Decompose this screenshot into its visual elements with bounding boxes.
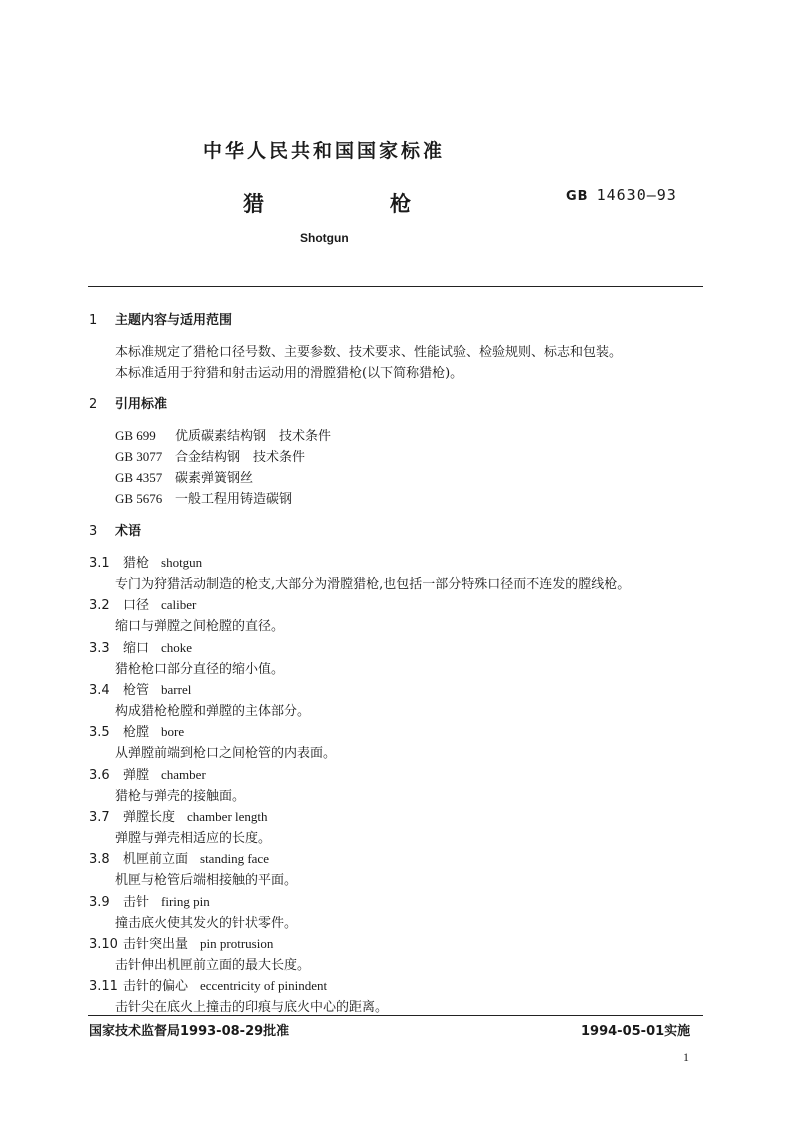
term-entry bbox=[89, 806, 268, 825]
term-definition: 撞击底火使其发火的针状零件。 bbox=[115, 916, 298, 931]
section-1-heading bbox=[89, 309, 232, 328]
standard-code bbox=[566, 186, 677, 204]
term-definition: 专门为狩猎活动制造的枪支,大部分为滑膛猎枪,也包括一部分特殊口径而不连发的膛线枪。 bbox=[115, 577, 631, 592]
term-chinese: 弹膛 bbox=[123, 768, 150, 783]
term-entry bbox=[89, 764, 206, 783]
section-title: 主题内容与适用范围 bbox=[115, 313, 233, 328]
term-definition: 击针伸出机匣前立面的最大长度。 bbox=[115, 958, 311, 973]
section-1-paragraph: 本标准适用于狩猎和射击运动用的滑膛猎枪(以下简称猎枪)。 bbox=[115, 366, 464, 381]
term-definition: 机匣与枪管后端相接触的平面。 bbox=[115, 873, 298, 888]
section-3-heading bbox=[89, 520, 141, 539]
code-number: 14630—93 bbox=[596, 186, 677, 204]
term-definition: 缩口与弹膛之间枪膛的直径。 bbox=[115, 619, 285, 634]
code-prefix: GB bbox=[566, 189, 589, 204]
term-entry bbox=[89, 637, 192, 656]
effective-date: 1994-05-01实施 bbox=[581, 1024, 691, 1039]
term-chinese: 击针的偏心 bbox=[123, 979, 189, 994]
english-subtitle: Shotgun bbox=[300, 231, 349, 245]
section-number: 3 bbox=[89, 524, 98, 539]
term-number: 3.8 bbox=[89, 852, 110, 867]
reference-item bbox=[115, 467, 253, 486]
term-number: 3.2 bbox=[89, 598, 110, 613]
footer-rule bbox=[88, 1015, 703, 1016]
reference-title: 优质碳素结构钢 技术条件 bbox=[175, 429, 332, 444]
term-chinese: 击针突出量 bbox=[123, 937, 189, 952]
section-2-heading bbox=[89, 393, 167, 412]
term-english: pin protrusion bbox=[200, 936, 274, 951]
term-definition: 弹膛与弹壳相适应的长度。 bbox=[115, 831, 272, 846]
term-number: 3.4 bbox=[89, 683, 110, 698]
term-chinese: 弹膛长度 bbox=[123, 810, 176, 825]
term-number: 3.9 bbox=[89, 895, 110, 910]
term-chinese: 击针 bbox=[123, 895, 150, 910]
term-definition: 猎枪与弹壳的接触面。 bbox=[115, 789, 246, 804]
term-english: firing pin bbox=[161, 894, 210, 909]
term-entry bbox=[89, 679, 191, 698]
term-entry bbox=[89, 933, 273, 952]
national-standard-heading: 中华人民共和国国家标准 bbox=[203, 140, 446, 162]
term-chinese: 枪膛 bbox=[123, 725, 150, 740]
reference-code: GB 5676 bbox=[115, 491, 163, 506]
page-number: 1 bbox=[683, 1050, 689, 1064]
term-english: chamber length bbox=[187, 809, 268, 824]
term-english: choke bbox=[161, 640, 193, 655]
term-entry bbox=[89, 975, 327, 994]
term-chinese: 猎枪 bbox=[123, 556, 150, 571]
section-number: 2 bbox=[89, 397, 98, 412]
term-number: 3.11 bbox=[89, 979, 118, 994]
title-char-2: 枪 bbox=[390, 192, 411, 216]
term-definition: 从弹膛前端到枪口之间枪管的内表面。 bbox=[115, 746, 337, 761]
reference-item bbox=[115, 446, 305, 465]
term-number: 3.5 bbox=[89, 725, 110, 740]
reference-code: GB 3077 bbox=[115, 449, 163, 464]
term-definition: 击针尖在底火上撞击的印痕与底火中心的距离。 bbox=[115, 1000, 389, 1015]
term-number: 3.7 bbox=[89, 810, 110, 825]
term-english: eccentricity of pinindent bbox=[200, 978, 328, 993]
term-number: 3.1 bbox=[89, 556, 110, 571]
term-chinese: 枪管 bbox=[123, 683, 150, 698]
term-chinese: 口径 bbox=[123, 598, 150, 613]
term-english: chamber bbox=[161, 767, 206, 782]
section-title: 引用标准 bbox=[115, 397, 168, 412]
reference-title: 合金结构钢 技术条件 bbox=[175, 450, 306, 465]
term-number: 3.6 bbox=[89, 768, 110, 783]
term-chinese: 缩口 bbox=[123, 641, 150, 656]
term-number: 3.3 bbox=[89, 641, 110, 656]
header-rule bbox=[88, 286, 703, 287]
term-entry bbox=[89, 848, 269, 867]
term-english: barrel bbox=[161, 682, 192, 697]
term-entry bbox=[89, 721, 184, 740]
reference-title: 碳素弹簧钢丝 bbox=[175, 471, 254, 486]
reference-item bbox=[115, 488, 292, 507]
reference-code: GB 4357 bbox=[115, 470, 163, 485]
term-entry bbox=[89, 594, 196, 613]
reference-item bbox=[115, 425, 331, 444]
term-chinese: 机匣前立面 bbox=[123, 852, 189, 867]
term-entry bbox=[89, 891, 210, 910]
term-english: standing face bbox=[200, 851, 269, 866]
title-char-1: 猎 bbox=[243, 192, 264, 216]
term-english: bore bbox=[161, 724, 185, 739]
reference-title: 一般工程用铸造碳钢 bbox=[175, 492, 293, 507]
section-1-paragraph: 本标准规定了猎枪口径号数、主要参数、技术要求、性能试验、检验规则、标志和包装。 bbox=[115, 345, 623, 360]
term-english: caliber bbox=[161, 597, 197, 612]
section-number: 1 bbox=[89, 313, 98, 328]
term-definition: 猎枪枪口部分直径的缩小值。 bbox=[115, 662, 285, 677]
section-title: 术语 bbox=[115, 524, 142, 539]
term-entry bbox=[89, 552, 202, 571]
approval-line: 国家技术监督局1993-08-29批准 bbox=[89, 1024, 290, 1039]
term-definition: 构成猎枪枪膛和弹膛的主体部分。 bbox=[115, 704, 311, 719]
term-number: 3.10 bbox=[89, 937, 118, 952]
term-english: shotgun bbox=[161, 555, 203, 570]
reference-code: GB 699 bbox=[115, 428, 156, 443]
